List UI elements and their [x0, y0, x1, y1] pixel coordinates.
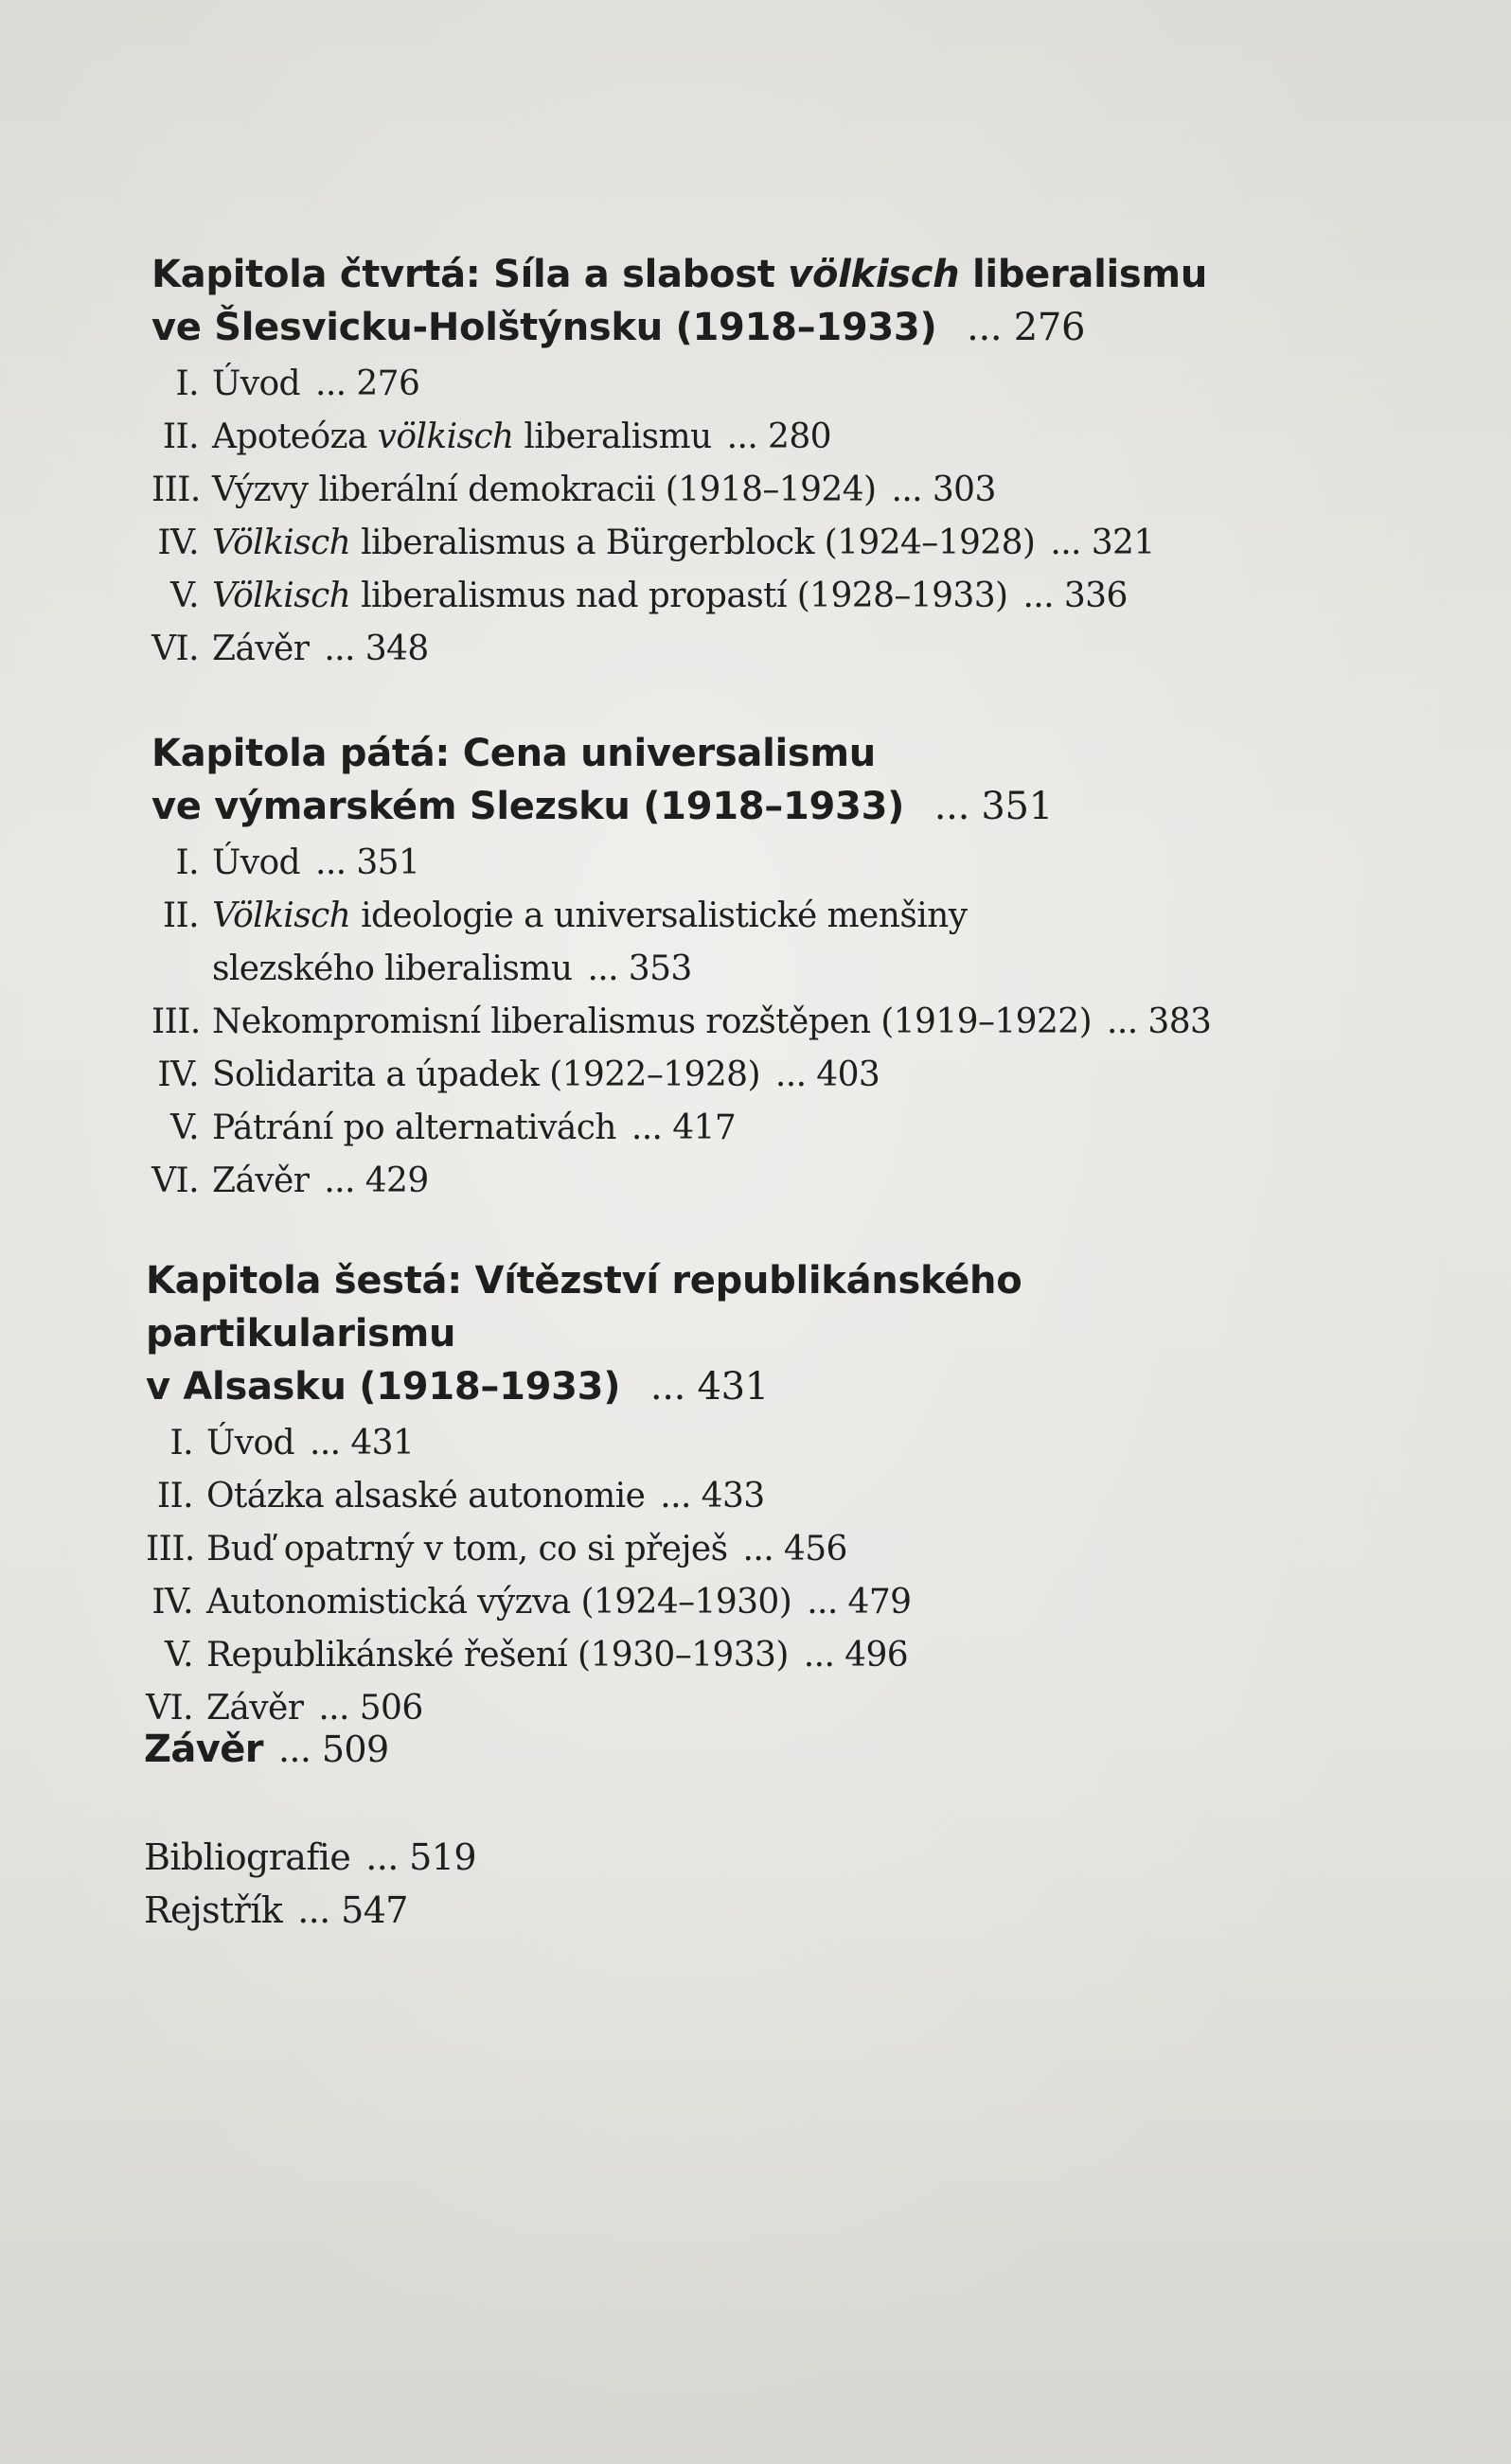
toc-entry: I. Úvod ... 351: [175, 843, 420, 882]
conclusion-entry: Závěr ... 509: [144, 1728, 389, 1771]
chapter-6: [146, 1254, 1339, 1735]
toc-entry: I. Úvod ... 431: [169, 1424, 415, 1462]
toc-entry: VI. Závěr ... 348: [151, 629, 429, 668]
chapter-title: Kapitola pátá: Cena universalismu ve výmarském Slezsku (1918–1933) ... 351: [151, 732, 1053, 828]
page-number: ... 276: [967, 306, 1086, 349]
page-number: ... 351: [933, 785, 1053, 828]
page-number: ... 431: [649, 1365, 769, 1409]
toc-entry: II. Apoteóza völkisch liberalismu ... 280: [162, 417, 831, 456]
chapter-title: Kapitola šestá: Vítězství republikánského partikularismu v Alsasku (1918–1933) ... 431: [146, 1259, 1022, 1409]
toc-entry: V. Republikánské řešení (1930–1933) ... 496: [165, 1636, 909, 1675]
back-matter: [144, 1831, 1280, 1937]
toc-entry: III. Nekompromisní liberalismus rozštěpen (1919–1922) ... 383: [151, 1002, 1212, 1041]
index-entry: Rejstřík ... 547: [144, 1889, 408, 1931]
toc-entry-continuation: slezského liberalismu ... 353: [212, 949, 692, 988]
toc-entry: III. Buď opatrný v tom, co si přeješ ... 456: [146, 1530, 847, 1569]
toc-entry: II. Völkisch ideologie a universalistické menšiny: [162, 896, 968, 935]
chapter-4: [151, 248, 1344, 676]
toc-entry: I. Úvod ... 276: [175, 364, 420, 403]
toc-entry: IV. Solidarita a úpadek (1922–1928) ... 403: [157, 1055, 880, 1094]
toc-entry: IV. Völkisch liberalismus a Bürgerblock (1924–1928) ... 321: [157, 523, 1155, 562]
bibliography-entry: Bibliografie ... 519: [144, 1836, 476, 1878]
toc-entry: VI. Závěr ... 506: [146, 1689, 423, 1728]
toc-entry: II. Otázka alsaské autonomie ... 433: [156, 1477, 765, 1516]
toc-entry: V. Völkisch liberalismus nad propastí (1928–1933) ... 336: [170, 576, 1128, 615]
toc-entry: VI. Závěr ... 429: [151, 1161, 429, 1200]
chapter-title: Kapitola čtvrtá: Síla a slabost völkisch liberalismu ve Šlesvicku-Holštýnsku (1918–1933) ... 276: [151, 253, 1207, 349]
toc-entry: III. Výzvy liberální demokracii (1918–1924) ... 303: [151, 470, 996, 509]
toc-entry: IV. Autonomistická výzva (1924–1930) ... 479: [151, 1583, 912, 1622]
chapter-5: [151, 727, 1344, 1208]
toc-entry: V. Pátrání po alternativách ... 417: [170, 1108, 737, 1147]
